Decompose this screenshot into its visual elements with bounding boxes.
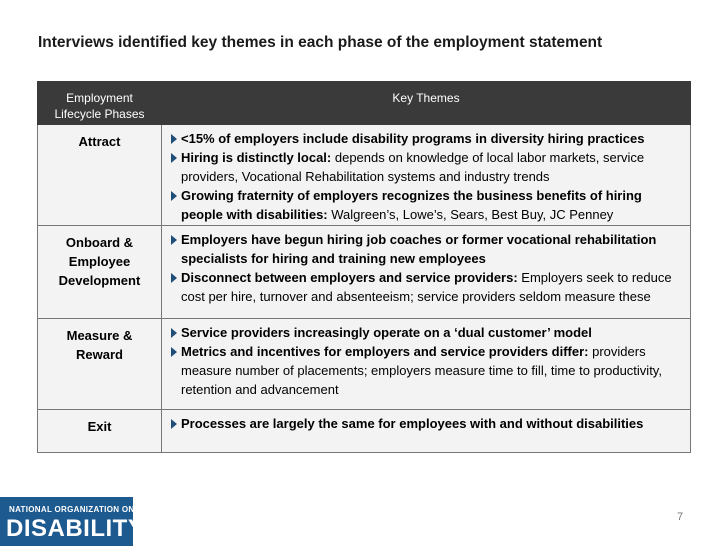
logo-tagline: NATIONAL ORGANIZATION ON	[9, 505, 135, 514]
theme-bullet	[170, 129, 686, 148]
phase-label: Reward	[76, 347, 123, 362]
table-header-row	[38, 82, 691, 125]
phase-label: Employee	[68, 254, 131, 269]
key-themes-table	[37, 81, 691, 453]
logo-wordmark: DISABILITY	[6, 515, 145, 542]
phase-header-line1: Employment	[66, 91, 133, 105]
theme-bold: Metrics and incentives for employers and service providers differ:	[181, 344, 589, 359]
theme-bullet	[170, 230, 686, 268]
themes-cell-measure	[162, 319, 691, 410]
theme-bullet	[170, 323, 686, 342]
column-header-phases	[38, 82, 162, 125]
arrow-bullet-icon	[170, 148, 181, 167]
arrow-bullet-icon	[170, 268, 181, 287]
phase-cell-measure	[38, 319, 162, 410]
page-number: 7	[677, 511, 684, 523]
theme-bold: Processes are largely the same for employees with and without disabilities	[181, 416, 644, 431]
phase-label: Development	[58, 273, 141, 288]
theme-bold: Employers have begun hiring job coaches or former vocational rehabilitation specialists for hiring and training new employees	[181, 232, 657, 266]
phase-cell-attract	[38, 125, 162, 226]
theme-bold: Disconnect between employers and service providers:	[181, 270, 518, 285]
theme-text: depends on knowledge of local labor markets, service providers, Vocational Rehabilitation systems and industry trends	[181, 150, 645, 184]
phase-label: Exit	[87, 419, 112, 434]
arrow-bullet-icon	[170, 414, 181, 433]
phase-cell-onboard	[38, 226, 162, 319]
nod-logo	[0, 497, 145, 546]
themes-cell-exit	[162, 410, 691, 453]
table-row	[38, 226, 691, 319]
theme-bullet	[170, 148, 686, 186]
phase-cell-exit	[38, 410, 162, 453]
arrow-bullet-icon	[170, 323, 181, 342]
themes-header-label: Key Themes	[392, 91, 460, 105]
theme-bold: Hiring is distinctly local:	[181, 150, 332, 165]
table-row	[38, 125, 691, 226]
theme-bullet	[170, 186, 686, 224]
theme-text: providers measure number of placements; employers measure time to fill, time to productivity, retention and advancement	[181, 344, 662, 397]
theme-bullet	[170, 414, 686, 433]
arrow-bullet-icon	[170, 342, 181, 361]
arrow-bullet-icon	[170, 129, 181, 148]
phase-label: Onboard &	[65, 235, 134, 250]
arrow-bullet-icon	[170, 186, 181, 205]
theme-bullet	[170, 268, 686, 306]
phase-header-line2: Lifecycle Phases	[54, 107, 145, 121]
theme-bullet	[170, 342, 686, 399]
theme-text: Employers seek to reduce cost per hire, turnover and absenteeism; service providers seldom measure these	[181, 270, 672, 304]
themes-cell-attract	[162, 125, 691, 226]
column-header-themes	[162, 82, 691, 125]
slide-title: Interviews identified key themes in each phase of the employment statement	[38, 34, 603, 51]
theme-bold: Growing fraternity of employers recognizes the business benefits of hiring people with disabilities:	[181, 188, 642, 222]
phase-label: Attract	[78, 134, 121, 149]
phase-label: Measure &	[66, 328, 133, 343]
table-row	[38, 410, 691, 453]
arrow-bullet-icon	[170, 230, 181, 249]
theme-bold: Service providers increasingly operate on a ‘dual customer’ model	[181, 325, 592, 340]
table-row	[38, 319, 691, 410]
themes-cell-onboard	[162, 226, 691, 319]
theme-text: Walgreen’s, Lowe’s, Sears, Best Buy, JC Penney	[327, 207, 614, 222]
theme-bold: <15% of employers include disability programs in diversity hiring practices	[181, 131, 645, 146]
